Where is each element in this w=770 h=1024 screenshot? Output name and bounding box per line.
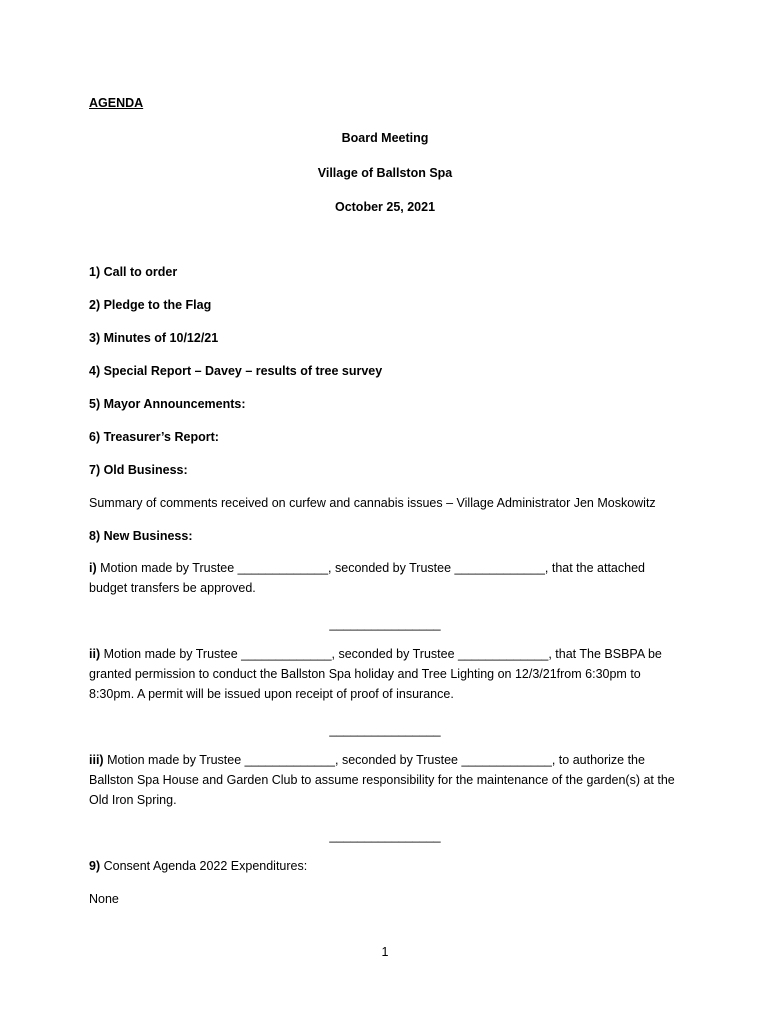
agenda-item-5: 5) Mayor Announcements: [89, 397, 246, 411]
page-number: 1 [381, 945, 389, 959]
motion-1 [89, 558, 679, 598]
agenda-item-9-text: Consent Agenda 2022 Expenditures: [100, 859, 308, 873]
agenda-item-4: 4) Special Report – Davey – results of tree survey [89, 364, 383, 378]
separator-1: ________________ [329, 617, 441, 631]
motion-2 [89, 644, 679, 704]
motion-2-label: ii) [89, 647, 101, 661]
motion-1-label: i) [89, 561, 97, 575]
agenda-item-1: 1) Call to order [89, 265, 178, 279]
organization-name: Village of Ballston Spa [317, 166, 453, 180]
agenda-item-7: 7) Old Business: [89, 463, 188, 477]
agenda-item-9-label: 9) [89, 859, 101, 873]
motion-1-text: Motion made by Trustee _____________, seconded by Trustee _____________, that the attached budget transfers be approved. [89, 561, 645, 595]
meeting-title: Board Meeting [341, 131, 429, 145]
meeting-date: October 25, 2021 [334, 200, 436, 214]
none-text: None [89, 892, 119, 906]
motion-3 [89, 750, 679, 810]
old-business-text: Summary of comments received on curfew and cannabis issues – Village Administrator Jen Moskowitz [89, 496, 656, 510]
separator-3: ________________ [329, 829, 441, 843]
agenda-item-9 [89, 856, 307, 876]
agenda-item-2: 2) Pledge to the Flag [89, 298, 212, 312]
agenda-item-8: 8) New Business: [89, 529, 193, 543]
agenda-label: AGENDA [89, 96, 144, 110]
motion-2-text: Motion made by Trustee _____________, seconded by Trustee _____________, that The BSBPA be granted permission to conduct the Ballston Spa holiday and Tree Lighting on 12/3/21from 6:30pm to 8:30pm. A permit will be issued upon receipt of proof of insurance. [89, 647, 662, 701]
agenda-item-6: 6) Treasurer’s Report: [89, 430, 219, 444]
separator-2: ________________ [329, 723, 441, 737]
motion-3-text: Motion made by Trustee _____________, seconded by Trustee _____________, to authorize the Ballston Spa House and Garden Club to assume responsibility for the maintenance of the garden(s) at the Old Iron Spring. [89, 753, 675, 807]
motion-3-label: iii) [89, 753, 104, 767]
agenda-item-3: 3) Minutes of 10/12/21 [89, 331, 219, 345]
